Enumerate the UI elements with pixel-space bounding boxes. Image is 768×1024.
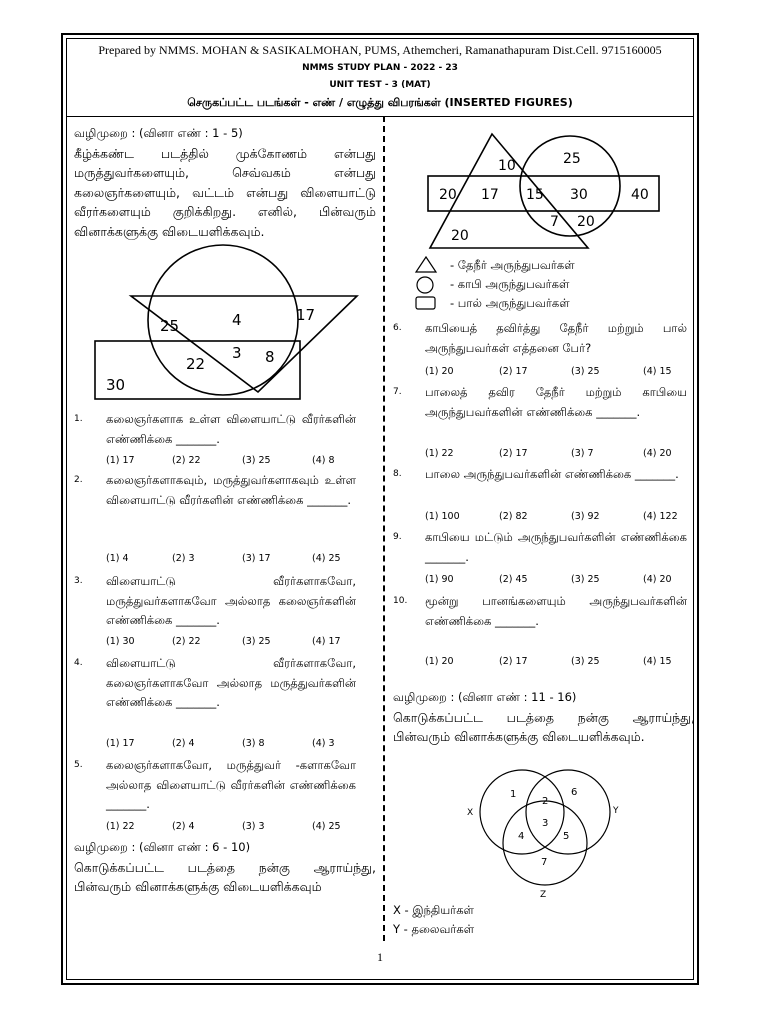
question-number: 1.	[74, 414, 83, 424]
option[interactable]: (1) 30	[106, 636, 135, 647]
prepared-by-line: Prepared by NMMS. MOHAN & SASIKALMOHAN, PUMS, Athemcheri, Ramanathapuram Dist.Cell. 9715160005	[98, 43, 662, 57]
unit-test-title: UNIT TEST - 3 (MAT)	[329, 80, 431, 90]
region-label: 25	[563, 151, 581, 167]
set-label-x: X	[467, 808, 474, 818]
option[interactable]: (4) 3	[312, 738, 335, 749]
question-text: காபியை மட்டும் அருந்துபவர்களின் எண்ணிக்கை _______.	[425, 530, 687, 564]
region-label: 17	[481, 187, 499, 203]
option[interactable]: (2) 17	[499, 366, 528, 377]
option[interactable]: (1) 22	[106, 821, 135, 832]
region-label: 25	[160, 317, 180, 335]
question-number: 9.	[393, 532, 402, 542]
region-label: 8	[265, 348, 275, 366]
region-label: 2	[542, 796, 549, 807]
legend-x: X - இந்தியர்கள்	[393, 903, 474, 917]
option[interactable]: (3) 25	[242, 455, 271, 466]
instruction-heading: வழிமுறை : (வினா எண் : 1 - 5)	[74, 126, 243, 140]
question-number: 6.	[393, 323, 402, 333]
option[interactable]: (3) 7	[571, 448, 594, 459]
region-label: 7	[550, 214, 559, 230]
legend-coffee: - காபி அருந்துபவர்கள்	[450, 277, 570, 291]
region-label: 3	[232, 344, 242, 362]
region-label: 5	[563, 831, 570, 842]
option[interactable]: (2) 45	[499, 574, 528, 585]
option[interactable]: (1) 17	[106, 738, 135, 749]
region-label: 20	[439, 187, 457, 203]
option[interactable]: (2) 82	[499, 511, 528, 522]
question-number: 3.	[74, 576, 83, 586]
option[interactable]: (4) 25	[312, 553, 341, 564]
region-label: 4	[518, 831, 525, 842]
set-label-z: Z	[540, 890, 547, 900]
question-text: மூன்று பானங்களையும் அருந்துபவர்களின் எண்ணிக்கை _______.	[425, 594, 687, 628]
region-label: 17	[296, 306, 316, 324]
option[interactable]: (3) 8	[242, 738, 265, 749]
region-label: 30	[106, 376, 126, 394]
option[interactable]: (3) 92	[571, 511, 600, 522]
question-number: 10.	[393, 596, 408, 606]
option[interactable]: (1) 90	[425, 574, 454, 585]
option[interactable]: (3) 25	[571, 574, 600, 585]
instruction-heading: வழிமுறை : (வினா எண் : 11 - 16)	[393, 690, 577, 704]
question-number: 2.	[74, 475, 83, 485]
region-label: 15	[526, 187, 544, 203]
option[interactable]: (3) 17	[242, 553, 271, 564]
option[interactable]: (1) 100	[425, 511, 460, 522]
option[interactable]: (1) 20	[425, 366, 454, 377]
option[interactable]: (4) 17	[312, 636, 341, 647]
question-text: பாலை அருந்துபவர்களின் எண்ணிக்கை _______.	[425, 467, 679, 481]
region-label: 3	[542, 818, 549, 829]
option[interactable]: (2) 17	[499, 448, 528, 459]
option[interactable]: (1) 17	[106, 455, 135, 466]
question-number: 7.	[393, 387, 402, 397]
question-text: பாலைத் தவிர தேநீர் மற்றும் காபியை அருந்துபவர்களின் எண்ணிக்கை _______.	[425, 385, 687, 419]
region-label: 1	[510, 789, 517, 800]
legend-milk: - பால் அருந்துபவர்கள்	[450, 296, 570, 310]
option[interactable]: (4) 122	[643, 511, 678, 522]
legend-y: Y - தலைவர்கள்	[393, 922, 475, 936]
region-label: 10	[498, 158, 516, 174]
question-text: கலைஞர்களாகவும், மருத்துவர்களாகவும் உள்ள விளையாட்டு வீரர்களின் எண்ணிக்கை _______.	[106, 473, 356, 507]
circle-z	[503, 801, 587, 885]
region-label: 4	[232, 311, 242, 329]
option[interactable]: (2) 17	[499, 656, 528, 667]
option[interactable]: (4) 25	[312, 821, 341, 832]
legend-xyz	[393, 901, 474, 939]
region-label: 30	[570, 187, 588, 203]
region-label: 40	[631, 187, 649, 203]
instruction-heading: வழிமுறை : (வினா எண் : 6 - 10)	[74, 840, 251, 854]
legend-tea: - தேநீர் அருந்துபவர்கள்	[450, 258, 575, 272]
option[interactable]: (1) 22	[425, 448, 454, 459]
region-label: 22	[186, 355, 206, 373]
option[interactable]: (4) 20	[643, 574, 672, 585]
option[interactable]: (3) 25	[242, 636, 271, 647]
question-text: கலைஞர்களாகவோ, மருத்துவர் -களாகவோ அல்லாத விளையாட்டு வீரர்களின் எண்ணிக்கை _______.	[106, 758, 356, 811]
question-text: விளையாட்டு வீரர்களாகவோ, கலைஞர்களாகவோ அல்லாத மருத்துவர்களின் எண்ணிக்கை _______.	[106, 656, 356, 709]
study-plan-title: NMMS STUDY PLAN - 2022 - 23	[302, 63, 458, 73]
option[interactable]: (3) 25	[571, 656, 600, 667]
question-number: 8.	[393, 469, 402, 479]
region-label: 20	[451, 228, 469, 244]
option[interactable]: (4) 15	[643, 366, 672, 377]
instruction-body: கீழ்க்கண்ட படத்தில் முக்கோணம் என்பது மருத்துவர்களையும், செவ்வகம் என்பது கலைஞர்களையும், வட்டம் என்பது விளையாட்டு வீரர்களையும் குறிக்கிறது. எனில், பின்வரும் வினாக்களுக்கு விடையளிக்கவும்.	[74, 145, 376, 239]
option[interactable]: (4) 8	[312, 455, 335, 466]
instruction-body: கொடுக்கப்பட்ட படத்தை நன்கு ஆராய்ந்து, பின்வரும் வினாக்களுக்கு விடையளிக்கவும்	[74, 859, 376, 894]
option[interactable]: (2) 22	[172, 455, 201, 466]
question-text: விளையாட்டு வீரர்களாகவோ, மருத்துவர்களாகவோ அல்லாத கலைஞர்களின் எண்ணிக்கை _______.	[106, 574, 356, 627]
option[interactable]: (2) 4	[172, 821, 195, 832]
option[interactable]: (2) 4	[172, 738, 195, 749]
region-label: 7	[541, 857, 548, 868]
option[interactable]: (1) 20	[425, 656, 454, 667]
option[interactable]: (3) 3	[242, 821, 265, 832]
page-number: 1	[377, 950, 383, 964]
region-label: 6	[571, 787, 578, 798]
option[interactable]: (4) 20	[643, 448, 672, 459]
question-text: காபியைத் தவிர்த்து தேநீர் மற்றும் பால் அருந்துபவர்கள் எத்தனை பேர்?	[425, 321, 687, 355]
set-label-y: Y	[613, 806, 619, 816]
option[interactable]: (1) 4	[106, 553, 129, 564]
question-number: 5.	[74, 760, 83, 770]
question-text: கலைஞர்களாக உள்ள விளையாட்டு வீரர்களின் எண்ணிக்கை _______.	[106, 412, 356, 446]
question-number: 4.	[74, 658, 83, 668]
option[interactable]: (4) 15	[643, 656, 672, 667]
option[interactable]: (2) 3	[172, 553, 195, 564]
instruction-body: கொடுக்கப்பட்ட படத்தை நன்கு ஆராய்ந்து, பின்வரும் வினாக்களுக்கு விடையளிக்கவும்.	[393, 709, 695, 744]
topic-title: செருகப்பட்ட படங்கள் - எண் / எழுத்து விபரங்கள் (INSERTED FIGURES)	[187, 96, 573, 109]
region-label: 20	[577, 214, 595, 230]
option[interactable]: (3) 25	[571, 366, 600, 377]
option[interactable]: (2) 22	[172, 636, 201, 647]
